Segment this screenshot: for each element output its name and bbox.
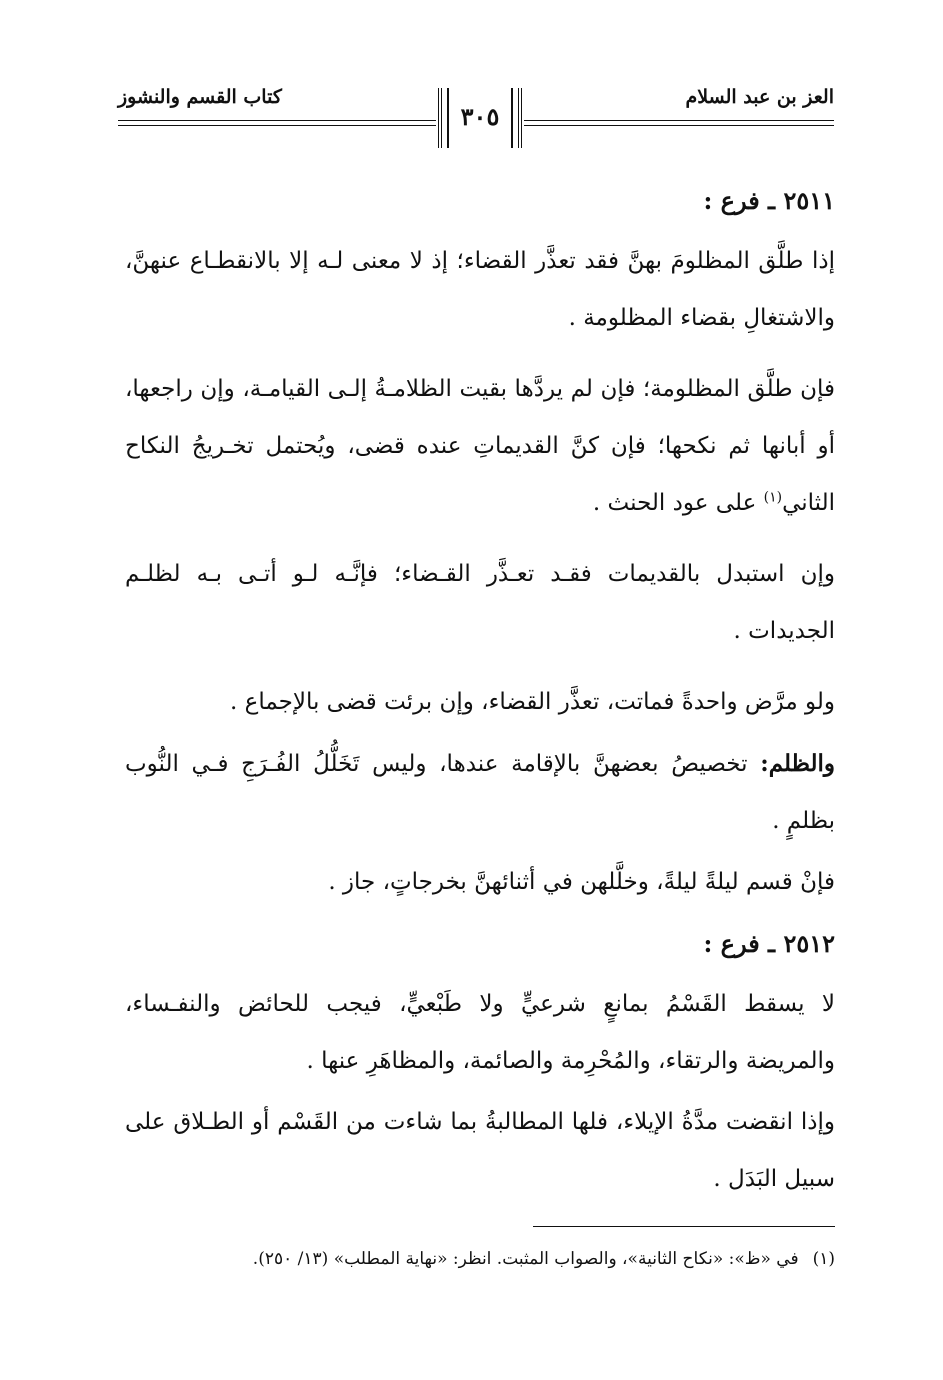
paragraph: ولو مرَّض واحدةً فماتت، تعذَّر القضاء، وإن برئت قضى بالإجماع .	[229, 689, 835, 715]
running-header	[118, 82, 834, 162]
paragraph-with-footnote	[125, 361, 835, 532]
defined-term: والظلم:	[760, 750, 835, 777]
paragraph: لا يسقط القَسْمُ بمانعٍ شرعيٍّ ولا طَبْعيٍّ، فيجب للحائض والنفـساء، والمريضة والرتقاء، والمُحْرِمة والصائمة، والمظاهَرِ عنها .	[125, 991, 835, 1074]
paragraph: إذا طلَّق المظلومَ بهنَّ فقد تعذَّر القضاء؛ إذ لا معنى لـه إلا بالانقطـاع عنهنَّ، والاشتغالِ بقضاء المظلومة .	[125, 248, 835, 331]
paragraph-text: على عود الحنث .	[592, 490, 764, 516]
header-rule-right-thin	[524, 125, 834, 126]
page-number: ٣٠٥	[460, 102, 500, 131]
footnote-number: (١)	[812, 1249, 835, 1269]
header-author: العز بن عبد السلام	[685, 86, 834, 108]
definition-paragraph	[125, 735, 835, 850]
header-rule-left	[118, 120, 436, 121]
section-heading: ٢٥١٢ ـ فرع :	[703, 929, 835, 958]
page-number-frame	[438, 88, 522, 148]
definition-text: تخصيصُ بعضهنَّ بالإقامة عندها، وليس تَخَلُّلُ الفُـرَجِ فـي النُّوب بظلمٍ .	[125, 751, 835, 834]
footnote-separator	[533, 1226, 835, 1227]
main-text	[125, 172, 835, 1208]
footnote-text: في «ظ»: «نكاح الثانية»، والصواب المثبت. انظر: «نهاية المطلب» (١٣/ ٢٥٠).	[252, 1249, 799, 1269]
header-rule-right	[524, 120, 834, 121]
paragraph: وإذا انقضت مدَّةُ الإيلاء، فلها المطالبةُ بما شاءت من القَسْم أو الطـلاق على سبيل البَدَل .	[125, 1109, 835, 1192]
header-section-title: كتاب القسم والنشوز	[118, 86, 282, 108]
paragraph-text: فإن طلَّق المظلومة؛ فإن لم يردَّها بقيت الظلامـةُ إلـى القيامـة، وإن راجعها، أو أبانها ثم نكحها؛ فإن كنَّ القديماتِ عنده قضى، ويُحتمل تخـريجُ النكاح الثاني	[125, 376, 835, 516]
paragraph: وإن استبدل بالقديمات فقـد تعـذَّر القـضاء؛ فإنَّـه لـو أتـى بـه لظلـم الجديدات .	[125, 561, 835, 644]
header-rule-left-thin	[118, 125, 436, 126]
paragraph: فإنْ قسم ليلةً ليلةً، وخلَّلهن في أثنائهنَّ بخرجاتٍ، جاز .	[328, 869, 835, 895]
footnote	[125, 1244, 835, 1274]
footnote-reference: (١)	[763, 489, 783, 506]
section-heading: ٢٥١١ ـ فرع :	[703, 186, 835, 215]
